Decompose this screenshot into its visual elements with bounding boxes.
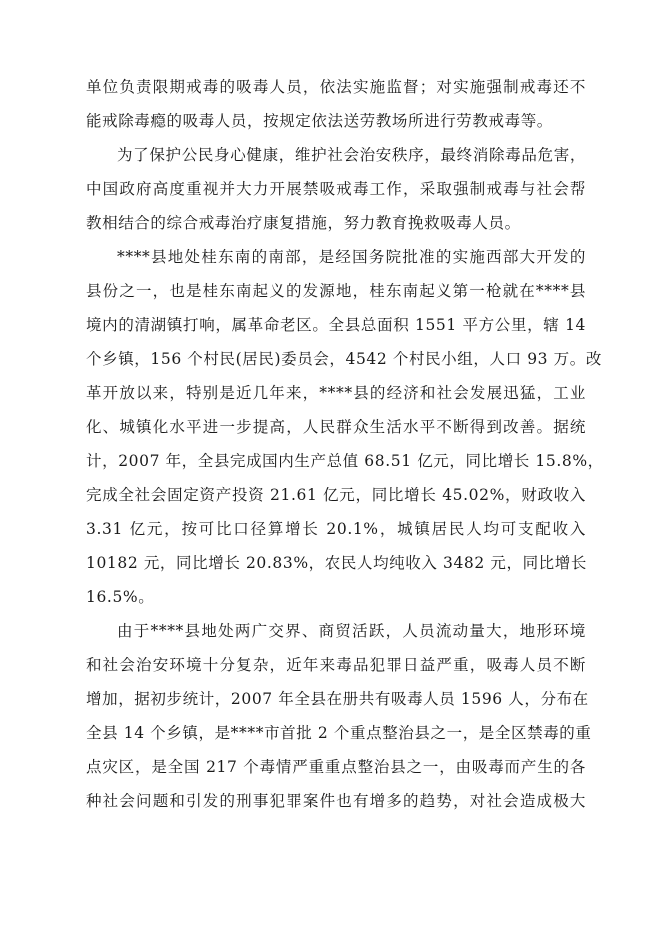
text-line: 境内的清湖镇打响，属革命老区。全县总面积 1551 平方公里，辖 14 — [86, 316, 586, 334]
text-line: 个乡镇，156 个村民(居民)委员会，4542 个村民小组，人口 93 万。改 — [86, 350, 602, 368]
text-line: 能戒除毒瘾的吸毒人员，按规定依法送劳教场所进行劳教戒毒等。 — [86, 112, 553, 130]
text-line: 为了保护公民身心健康，维护社会治安秩序，最终消除毒品危害， — [117, 146, 586, 164]
text-line: 10182 元，同比增长 20.83%，农民人均纯收入 3482 元，同比增长 — [86, 554, 587, 572]
text-line: 点灾区，是全国 217 个毒情严重重点整治县之一，由吸毒而产生的各 — [86, 758, 586, 776]
document-page — [86, 70, 604, 818]
text-line: 全县 14 个乡镇，是****市首批 2 个重点整治县之一，是全区禁毒的重 — [86, 724, 592, 742]
text-line: 增加，据初步统计，2007 年全县在册共有吸毒人员 1596 人，分布在 — [86, 690, 589, 708]
text-line: 中国政府高度重视并大力开展禁吸戒毒工作，采取强制戒毒与社会帮 — [86, 180, 586, 198]
text-line: 县份之一，也是桂东南起义的发源地，桂东南起义第一枪就在****县 — [86, 282, 586, 300]
text-line: 种社会问题和引发的刑事犯罪案件也有增多的趋势，对社会造成极大 — [86, 792, 586, 810]
paragraph-1 — [86, 70, 586, 138]
text-line: 革开放以来，特别是近几年来，****县的经济和社会发展迅猛，工业 — [86, 384, 586, 402]
paragraph-2 — [86, 138, 586, 240]
paragraph-4 — [86, 614, 592, 818]
text-line: 16.5%。 — [86, 588, 155, 606]
text-line: ****县地处桂东南的南部，是经国务院批准的实施西部大开发的 — [117, 248, 586, 266]
paragraph-3 — [86, 240, 604, 614]
text-line: 由于****县地处两广交界、商贸活跃，人员流动量大，地形环境 — [117, 622, 586, 640]
text-line: 和社会治安环境十分复杂，近年来毒品犯罪日益严重，吸毒人员不断 — [86, 656, 586, 674]
text-line: 完成全社会固定资产投资 21.61 亿元，同比增长 45.02%，财政收入 — [86, 486, 586, 504]
text-line: 计，2007 年，全县完成国内生产总值 68.51 亿元，同比增长 15.8%， — [86, 452, 604, 470]
text-line: 3.31 亿元，按可比口径算增长 20.1%，城镇居民人均可支配收入 — [86, 520, 586, 538]
text-line: 单位负责限期戒毒的吸毒人员，依法实施监督；对实施强制戒毒还不 — [86, 78, 586, 96]
text-line: 化、城镇化水平进一步提高，人民群众生活水平不断得到改善。据统 — [86, 418, 586, 436]
text-line: 教相结合的综合戒毒治疗康复措施，努力教育挽救吸毒人员。 — [86, 214, 521, 232]
